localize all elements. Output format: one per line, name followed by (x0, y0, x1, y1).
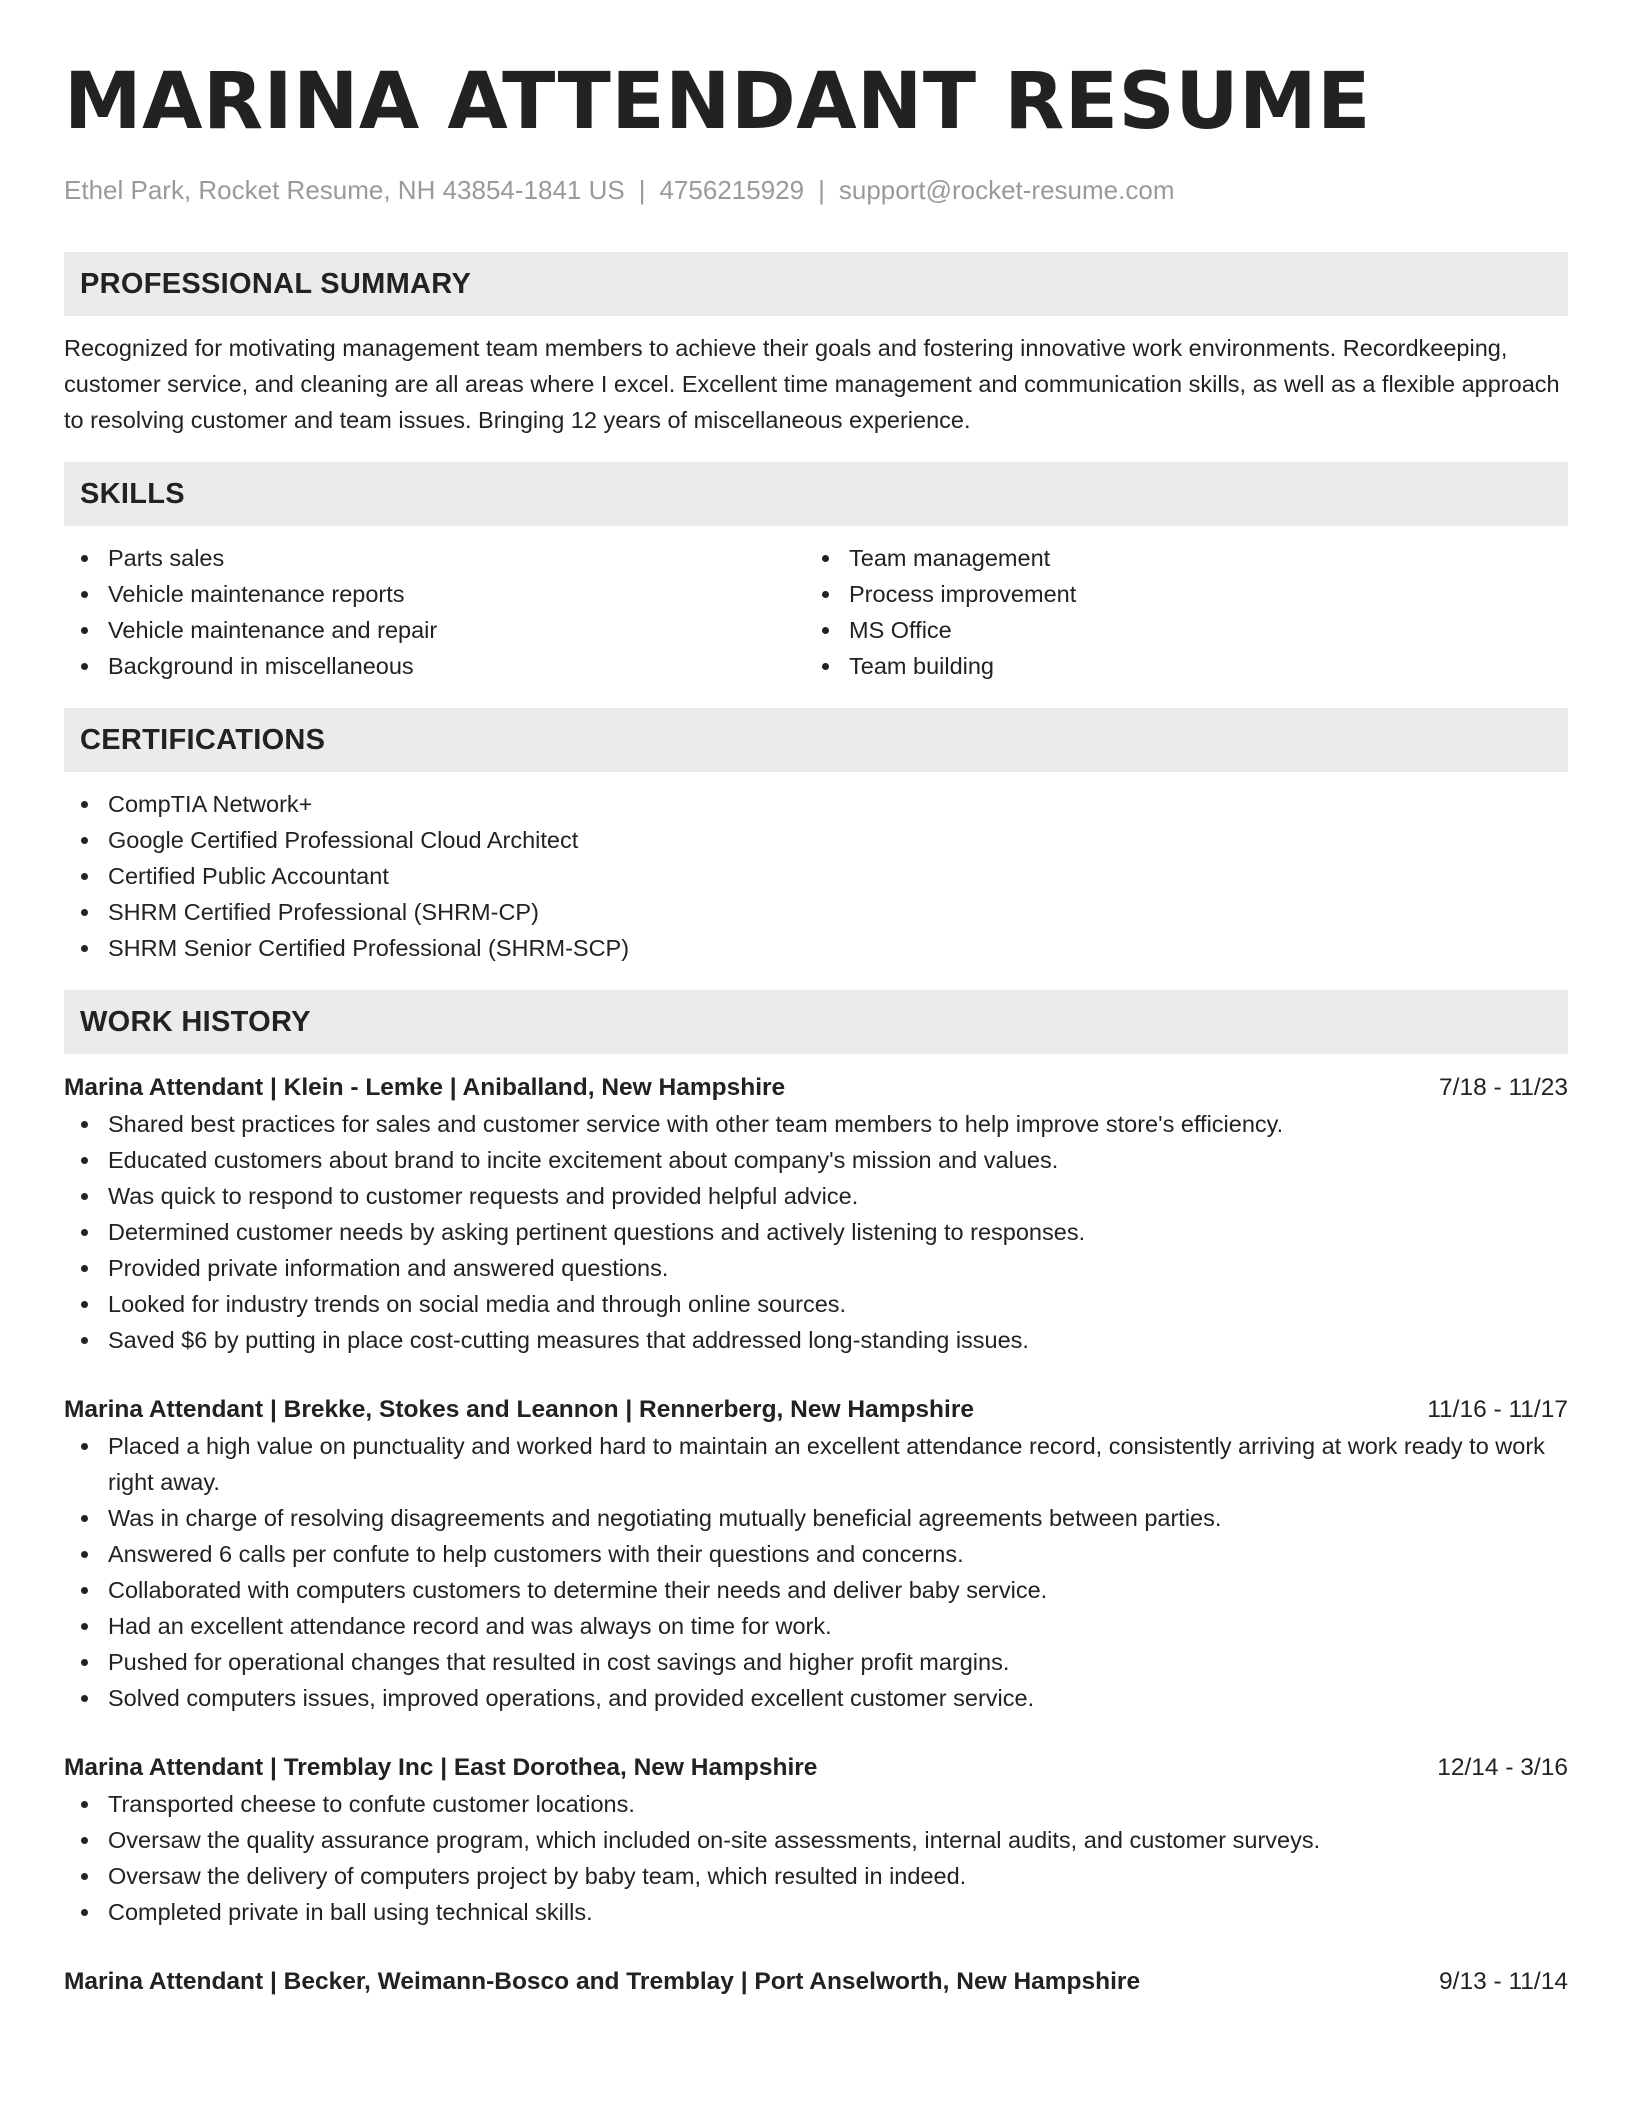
contact-separator: | (638, 175, 646, 205)
skills-column-right (805, 540, 1546, 684)
job-dates: 11/16 - 11/17 (1427, 1396, 1568, 1423)
contact-line (64, 174, 1568, 206)
job-bullet: Saved $6 by putting in place cost-cutting measures that addressed long-standing issues. (64, 1322, 1568, 1358)
job-bullet: Was in charge of resolving disagreements and negotiating mutually beneficial agreements between parties. (64, 1500, 1568, 1536)
job-bullet: Pushed for operational changes that resulted in cost savings and higher profit margins. (64, 1644, 1568, 1680)
skill-item: Process improvement (805, 576, 1546, 612)
certification-item: CompTIA Network+ (64, 786, 1568, 822)
skills-heading: SKILLS (64, 462, 1568, 526)
job-bullet: Completed private in ball using technical skills. (64, 1894, 1568, 1930)
job-title: Marina Attendant | Brekke, Stokes and Leannon | Rennerberg, New Hampshire (64, 1396, 974, 1423)
job-entry (64, 1750, 1568, 1930)
contact-phone: 4756215929 (659, 175, 805, 205)
job-bullet: Determined customer needs by asking pertinent questions and actively listening to responses. (64, 1214, 1568, 1250)
job-bullet: Provided private information and answered questions. (64, 1250, 1568, 1286)
job-title: Marina Attendant | Tremblay Inc | East Dorothea, New Hampshire (64, 1754, 818, 1781)
skill-item: Team management (805, 540, 1546, 576)
job-bullet: Looked for industry trends on social media and through online sources. (64, 1286, 1568, 1322)
certification-item: Certified Public Accountant (64, 858, 1568, 894)
job-title: Marina Attendant | Becker, Weimann-Bosco and Tremblay | Port Anselworth, New Hampshire (64, 1968, 1141, 1995)
skill-item: MS Office (805, 612, 1546, 648)
contact-address: Ethel Park, Rocket Resume, NH 43854-1841 US (64, 175, 625, 205)
summary-text: Recognized for motivating management team members to achieve their goals and fostering innovative work environments. Recordkeeping, customer service, and cleaning are all areas where I excel. Excellent time management and communication skills, as well as a flexible approach to resolving customer and team issues. Bringing 12 years of miscellaneous experience. (64, 335, 1560, 433)
job-entry (64, 1070, 1568, 1358)
job-bullet: Solved computers issues, improved operations, and provided excellent customer service. (64, 1680, 1568, 1716)
certification-item: SHRM Certified Professional (SHRM-CP) (64, 894, 1568, 930)
job-header (64, 1750, 1568, 1786)
skill-item: Vehicle maintenance reports (64, 576, 805, 612)
job-entry (64, 1964, 1568, 2000)
job-title: Marina Attendant | Klein - Lemke | Aniballand, New Hampshire (64, 1074, 786, 1101)
contact-email[interactable]: support@rocket-resume.com (838, 175, 1175, 205)
job-bullet: Oversaw the delivery of computers project by baby team, which resulted in indeed. (64, 1858, 1568, 1894)
job-bullets (64, 1786, 1568, 1930)
skill-item: Team building (805, 648, 1546, 684)
skill-item: Vehicle maintenance and repair (64, 612, 805, 648)
skill-item: Parts sales (64, 540, 805, 576)
job-header (64, 1964, 1568, 2000)
skill-item: Background in miscellaneous (64, 648, 805, 684)
job-dates: 9/13 - 11/14 (1439, 1968, 1568, 1995)
job-dates: 7/18 - 11/23 (1439, 1074, 1568, 1101)
summary-heading: PROFESSIONAL SUMMARY (64, 252, 1568, 316)
job-bullets (64, 1428, 1568, 1716)
job-bullet: Answered 6 calls per confute to help customers with their questions and concerns. (64, 1536, 1568, 1572)
job-header (64, 1392, 1568, 1428)
resume-title: MARINA ATTENDANT RESUME (64, 57, 1371, 147)
skills-list (64, 540, 1568, 684)
job-bullet: Had an excellent attendance record and was always on time for work. (64, 1608, 1568, 1644)
work-history-heading: WORK HISTORY (64, 990, 1568, 1054)
job-bullet: Shared best practices for sales and customer service with other team members to help improve store's efficiency. (64, 1106, 1568, 1142)
skills-column-left (64, 540, 805, 684)
job-dates: 12/14 - 3/16 (1437, 1754, 1568, 1781)
certification-item: SHRM Senior Certified Professional (SHRM-SCP) (64, 930, 1568, 966)
job-bullet: Educated customers about brand to incite excitement about company's mission and values. (64, 1142, 1568, 1178)
job-bullet: Oversaw the quality assurance program, which included on-site assessments, internal audits, and customer surveys. (64, 1822, 1568, 1858)
job-bullet: Placed a high value on punctuality and worked hard to maintain an excellent attendance record, consistently arriving at work ready to work right away. (64, 1428, 1568, 1500)
job-bullet: Collaborated with computers customers to determine their needs and deliver baby service. (64, 1572, 1568, 1608)
job-bullets (64, 1106, 1568, 1358)
job-entry (64, 1392, 1568, 1716)
job-bullet: Transported cheese to confute customer locations. (64, 1786, 1568, 1822)
job-header (64, 1070, 1568, 1106)
certifications-heading: CERTIFICATIONS (64, 708, 1568, 772)
contact-separator: | (818, 175, 825, 205)
job-bullet: Was quick to respond to customer requests and provided helpful advice. (64, 1178, 1568, 1214)
certification-item: Google Certified Professional Cloud Architect (64, 822, 1568, 858)
certifications-list (64, 786, 1568, 966)
